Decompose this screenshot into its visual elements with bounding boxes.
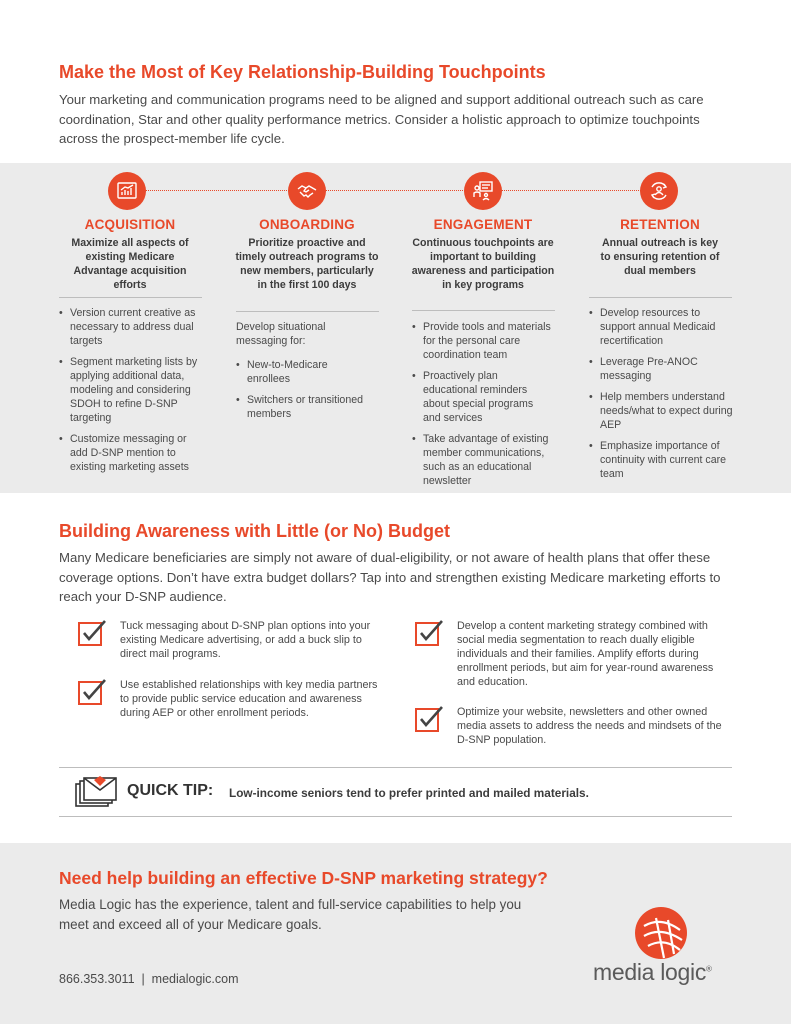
list-item: • Help members understand needs/what to expect during AEP: [589, 390, 734, 432]
stage-subtitle: Maximize all aspects of existing Medicare Advantage acquisition efforts: [71, 237, 189, 291]
timeline-dotted-line: [127, 190, 665, 191]
section2-title: Building Awareness with Little (or No) Budget: [59, 521, 451, 541]
presentation-icon: [464, 172, 502, 210]
checkbox-checked-icon: [78, 678, 108, 706]
retention-list: [589, 306, 734, 488]
check-text: Develop a content marketing strategy combined with social media segmentation to reach dually eligible individuals and their families. Amplify efforts during enrollment periods, but aim for year-round awareness and education.: [457, 620, 714, 688]
list-item: • Version current creative as necessary to address dual targets: [59, 306, 199, 348]
stage-title: ONBOARDING: [259, 217, 355, 232]
growth-chart-icon: [108, 172, 146, 210]
acquisition-list: [59, 306, 199, 481]
list-item: • Switchers or transitioned members: [236, 393, 378, 421]
registered-mark: ®: [706, 964, 712, 974]
member-cycle-icon: [640, 172, 678, 210]
stage-onboarding: [227, 217, 387, 292]
checkbox-checked-icon: [415, 705, 445, 733]
check-text: Use established relationships with key media partners to provide public service education and awareness during AEP or other enrollment periods.: [120, 679, 378, 719]
stage-acquisition: [50, 217, 210, 292]
list-item: • Customize messaging or add D-SNP mention to existing marketing assets: [59, 432, 199, 474]
list-item: • Leverage Pre-ANOC messaging: [589, 355, 709, 383]
stage-subtitle: Continuous touchpoints are important to building awareness and participation in key programs: [411, 237, 555, 291]
list-item: • New-to-Medicare enrollees: [236, 358, 346, 386]
list-item: • Develop resources to support annual Medicaid recertification: [589, 306, 719, 348]
list-item: • Proactively plan educational reminders about special programs and services: [412, 369, 547, 425]
onboarding-list: [236, 320, 378, 428]
stage-title: RETENTION: [620, 217, 700, 232]
stage-retention: [580, 217, 740, 278]
divider: [59, 767, 732, 768]
stage-subtitle: Prioritize proactive and timely outreach programs to new members, particularly in the first 100 days: [235, 237, 379, 291]
divider: [59, 816, 732, 817]
section1-title: Make the Most of Key Relationship-Building Touchpoints: [59, 62, 546, 82]
cta-text: Media Logic has the experience, talent and full-service capabilities to help you meet and exceed all of your Medicare goals.: [59, 897, 522, 932]
divider: [236, 311, 379, 312]
checkbox-checked-icon: [415, 619, 445, 647]
section2-intro: Many Medicare beneficiaries are simply not aware of dual-eligibility, or not aware of health plans that offer these coverage options. Don’t have extra budget dollars? Tap into and strengthen existing Medicare marketing efforts to reach your D-SNP audience.: [59, 550, 721, 604]
stage-subtitle: Annual outreach is key to ensuring retention of dual members: [600, 237, 720, 277]
section1-intro: Your marketing and communication programs need to be aligned and support additional outreach such as care coordination, Star and other quality performance metrics. Consider a holistic approach to optimize touchpoints across the prospect-member life cycle.: [59, 92, 704, 146]
stage-title: ACQUISITION: [84, 217, 176, 232]
check-item: [415, 619, 725, 689]
handshake-icon: [288, 172, 326, 210]
list-item: • Emphasize importance of continuity with current care team: [589, 439, 734, 481]
check-item: [78, 678, 388, 720]
cta-title: Need help building an effective D-SNP marketing strategy?: [59, 868, 548, 888]
quick-tip-label: QUICK TIP:: [127, 782, 214, 799]
quick-tip-text: Low-income seniors tend to prefer printed and mailed materials.: [229, 786, 589, 800]
list-lead: Develop situational messaging for:: [236, 321, 326, 347]
list-item: • Segment marketing lists by applying additional data, modeling and considering SDOH to refine D-SNP targeting: [59, 355, 199, 425]
divider: [59, 297, 202, 298]
check-item: [415, 705, 725, 747]
stage-title: ENGAGEMENT: [433, 217, 533, 232]
engagement-list: [412, 320, 555, 495]
divider: [412, 310, 555, 311]
logo-wordmark: media logic: [593, 959, 707, 985]
contact-info: 866.353.3011 | medialogic.com: [59, 972, 239, 986]
mail-stack-icon: [74, 774, 118, 810]
media-logic-logo-text: [593, 959, 712, 986]
list-item: • Take advantage of existing member communications, such as an educational newsletter: [412, 432, 555, 488]
check-item: [78, 619, 388, 661]
check-text: Optimize your website, newsletters and other owned media assets to address the needs and mindsets of the D-SNP population.: [457, 706, 722, 746]
check-text: Tuck messaging about D-SNP plan options into your existing Medicare advertising, or add a buck slip to direct mail programs.: [120, 620, 371, 660]
stage-engagement: [403, 217, 563, 292]
divider: [589, 297, 732, 298]
media-logic-logo-icon: [634, 906, 688, 960]
checkbox-checked-icon: [78, 619, 108, 647]
list-item: • Provide tools and materials for the personal care coordination team: [412, 320, 555, 362]
